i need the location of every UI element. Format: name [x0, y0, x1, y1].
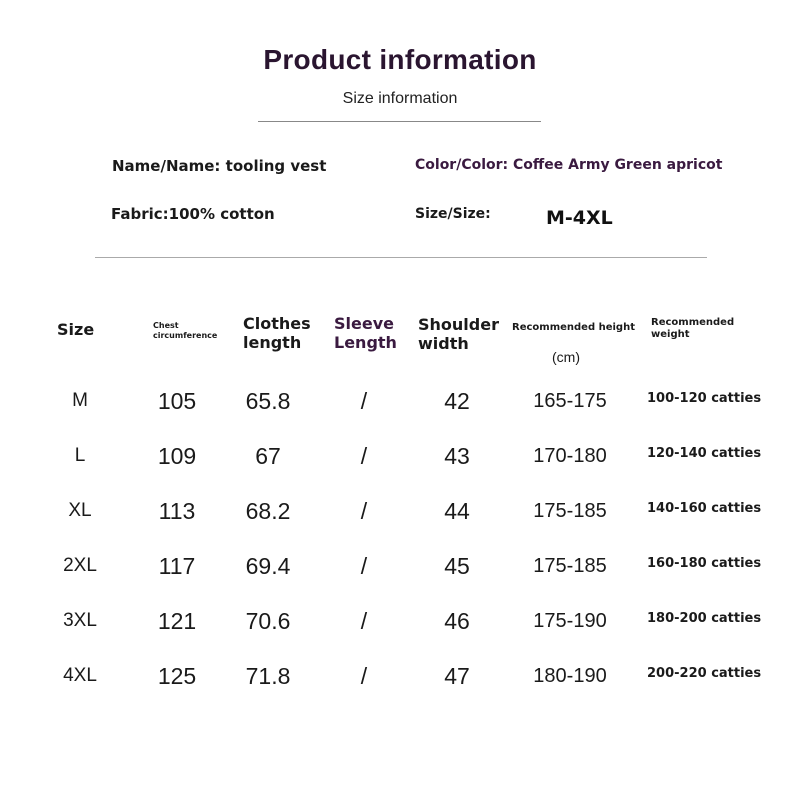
cell-chest: 121	[157, 608, 197, 634]
cell-sleeve-length: /	[360, 608, 368, 634]
cell-recommended-weight: 180-200 catties	[647, 611, 762, 626]
section-divider	[95, 257, 707, 258]
cell-sleeve-length: /	[360, 443, 368, 469]
cell-size: L	[74, 445, 86, 466]
cell-recommended-height: 175-190	[533, 609, 607, 632]
page-subtitle: Size information	[342, 90, 458, 107]
cell-sleeve-length: /	[360, 498, 368, 524]
header-height-unit: (cm)	[552, 349, 580, 365]
cell-recommended-height: 175-185	[533, 554, 607, 577]
cell-size: XL	[68, 500, 92, 521]
cell-shoulder-width: 44	[444, 498, 470, 524]
cell-recommended-weight: 160-180 catties	[647, 556, 762, 571]
cell-chest: 125	[157, 663, 197, 689]
cell-sleeve-length: /	[360, 663, 368, 689]
cell-size: 3XL	[63, 610, 97, 631]
cell-recommended-height: 180-190	[533, 664, 607, 687]
cell-size: 4XL	[63, 665, 97, 686]
cell-recommended-weight: 200-220 catties	[647, 666, 762, 681]
cell-chest: 109	[157, 443, 197, 469]
cell-recommended-weight: 120-140 catties	[647, 446, 762, 461]
cell-clothes-length: 68.2	[245, 498, 291, 524]
page-title: Product information	[263, 44, 537, 75]
cell-chest: 113	[158, 498, 196, 524]
cell-clothes-length: 69.4	[245, 553, 291, 579]
cell-shoulder-width: 42	[444, 388, 470, 414]
product-fabric: Fabric:100% cotton	[111, 205, 275, 223]
cell-size: M	[72, 390, 88, 411]
cell-sleeve-length: /	[360, 553, 368, 579]
title-divider	[258, 121, 541, 122]
cell-clothes-length: 65.8	[245, 388, 291, 414]
header-clothes-length: Clothes length	[243, 314, 311, 353]
header-recommended-height: Recommended height	[512, 322, 635, 333]
cell-recommended-weight: 100-120 catties	[647, 391, 762, 406]
header-chest: Chest circumference	[153, 321, 218, 340]
cell-shoulder-width: 46	[444, 608, 470, 634]
cell-recommended-height: 170-180	[533, 444, 607, 467]
cell-chest: 105	[157, 388, 197, 414]
cell-recommended-height: 175-185	[533, 499, 607, 522]
product-size-label: Size/Size:	[415, 206, 491, 222]
header-sleeve-length: Sleeve Length	[334, 314, 397, 353]
header-shoulder-width: Shoulder width	[418, 315, 499, 354]
header-recommended-weight: Recommended weight	[651, 317, 735, 340]
product-color: Color/Color: Coffee Army Green apricot	[415, 157, 723, 173]
product-name: Name/Name: tooling vest	[112, 157, 327, 175]
product-size-value: M-4XL	[546, 207, 613, 229]
cell-clothes-length: 70.6	[245, 608, 291, 634]
cell-clothes-length: 71.8	[245, 663, 291, 689]
cell-shoulder-width: 43	[444, 443, 470, 469]
cell-clothes-length: 67	[255, 443, 281, 469]
cell-recommended-height: 165-175	[533, 389, 607, 412]
cell-chest: 117	[158, 553, 196, 579]
cell-shoulder-width: 45	[444, 553, 470, 579]
cell-size: 2XL	[63, 555, 97, 576]
cell-shoulder-width: 47	[444, 663, 470, 689]
cell-sleeve-length: /	[360, 388, 368, 414]
cell-recommended-weight: 140-160 catties	[647, 501, 762, 516]
header-size: Size	[57, 320, 95, 339]
